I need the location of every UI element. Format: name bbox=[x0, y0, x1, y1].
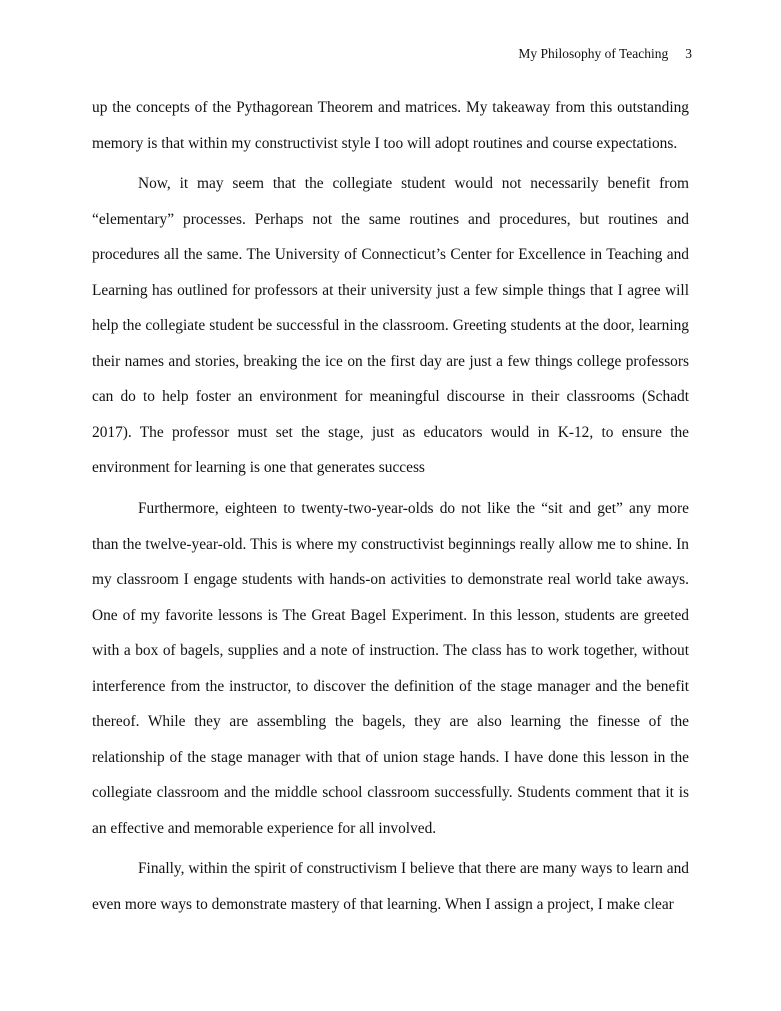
page-number: 3 bbox=[685, 46, 692, 61]
running-title: My Philosophy of Teaching bbox=[518, 46, 669, 61]
body-text bbox=[92, 90, 689, 923]
paragraph-collegiate-routines: Now, it may seem that the collegiate student would not necessarily benefit from “elementary” processes. Perhaps not the same routines and procedures, but routines and procedures all the same. The University of Connecticut’s Center for Excellence in Teaching and Learning has outlined for professors at their university just a few simple things that I agree will help the collegiate student be successful in the classroom. Greeting students at the door, learning their names and stories, breaking the ice on the first day are just a few things college professors can do to help foster an environment for meaningful discourse in their classrooms (Schadt 2017). The professor must set the stage, just as educators would in K-12, to ensure the environment for learning is one that generates success bbox=[92, 175, 689, 477]
paragraph-ways-to-learn: Finally, within the spirit of constructivism I believe that there are many ways to learn and even more ways to demonstrate mastery of that learning. When I assign a project, I make clear bbox=[92, 860, 689, 914]
paragraph-hands-on-activities: Furthermore, eighteen to twenty-two-year-olds do not like the “sit and get” any more than the twelve-year-old. This is where my constructivist beginnings really allow me to shine. In my classroom I engage students with hands-on activities to demonstrate real world take aways. One of my favorite lessons is The Great Bagel Experiment. In this lesson, students are greeted with a box of bagels, supplies and a note of instruction. The class has to work together, without interference from the instructor, to discover the definition of the stage manager and the benefit thereof. While they are assembling the bagels, they are also learning the finesse of the relationship of the stage manager with that of union stage hands. I have done this lesson in the collegiate classroom and the middle school classroom successfully. Students comment that it is an effective and memorable experience for all involved. bbox=[92, 500, 689, 837]
paragraph-continuation: up the concepts of the Pythagorean Theorem and matrices. My takeaway from this outstanding memory is that within my constructivist style I too will adopt routines and course expectations. bbox=[92, 99, 689, 152]
running-header bbox=[518, 45, 692, 63]
